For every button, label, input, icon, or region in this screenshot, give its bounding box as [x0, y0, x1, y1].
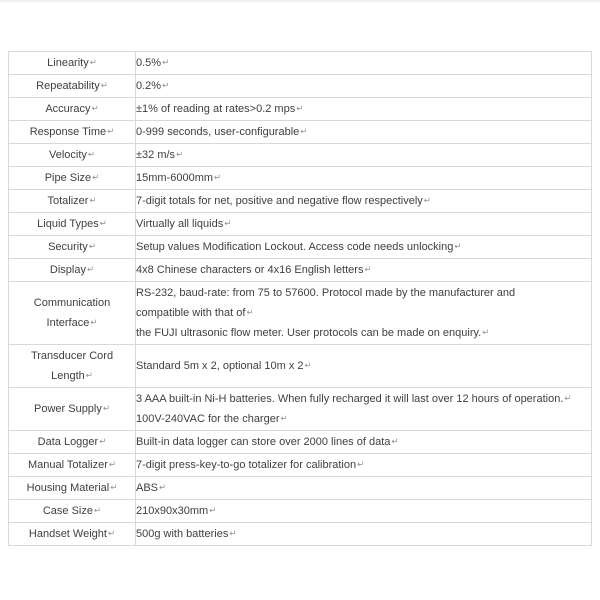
spec-value-cell [136, 477, 592, 500]
spec-label-line [9, 313, 135, 333]
spec-label-text: Transducer Cord [30, 350, 114, 362]
spec-value-cell [136, 98, 592, 121]
table-row [9, 345, 592, 388]
spec-value-line [136, 303, 591, 323]
spec-value-text: the FUJI ultrasonic flow meter. User protocols can be made on enquiry. [136, 327, 482, 339]
spec-value-text: 0-999 seconds, user-configurable [136, 126, 300, 138]
spec-label-text: Security [48, 241, 88, 253]
spec-value-line [136, 99, 591, 119]
spec-label-text: Length [51, 370, 85, 382]
spec-label-line [9, 455, 135, 475]
spec-value-cell [136, 213, 592, 236]
spec-label-line [9, 524, 135, 544]
spec-label-cell [9, 477, 136, 500]
return-mark-icon: ↵ [564, 393, 572, 403]
spec-label-cell [9, 144, 136, 167]
spec-value-cell [136, 500, 592, 523]
table-row [9, 388, 592, 431]
spec-label-cell [9, 121, 136, 144]
spec-value-text: Virtually all liquids [136, 218, 224, 230]
return-mark-icon: ↵ [99, 218, 107, 228]
spec-value-line [136, 432, 591, 452]
spec-label-line [9, 346, 135, 366]
spec-label-cell [9, 345, 136, 388]
spec-value-line [136, 191, 591, 211]
spec-value-text: 4x8 Chinese characters or 4x16 English letters [136, 264, 364, 276]
spec-label-text: Linearity [47, 57, 89, 69]
return-mark-icon: ↵ [176, 149, 184, 159]
spec-value-line [136, 237, 591, 257]
spec-value-text: RS-232, baud-rate: from 75 to 57600. Protocol made by the manufacturer and [136, 287, 516, 299]
spec-label-text: Handset Weight [28, 528, 107, 540]
spec-value-text: ABS [136, 482, 159, 494]
table-row [9, 236, 592, 259]
return-mark-icon: ↵ [100, 80, 108, 90]
return-mark-icon: ↵ [87, 149, 96, 159]
spec-value-line [136, 356, 591, 376]
return-mark-icon: ↵ [280, 413, 288, 423]
page-top-edge [0, 0, 600, 2]
spec-value-line [136, 524, 591, 544]
spec-label-cell [9, 454, 136, 477]
return-mark-icon: ↵ [89, 195, 97, 205]
table-row [9, 121, 592, 144]
return-mark-icon: ↵ [214, 172, 222, 182]
spec-value-cell [136, 523, 592, 546]
spec-value-text: 7-digit totals for net, positive and negative flow respectively [136, 195, 423, 207]
return-mark-icon: ↵ [391, 436, 399, 446]
spec-value-line [136, 478, 591, 498]
return-mark-icon: ↵ [107, 528, 116, 538]
spec-value-text: 15mm-6000mm [136, 172, 214, 184]
spec-value-line [136, 283, 591, 303]
table-row [9, 431, 592, 454]
spec-label-text: Display [49, 264, 86, 276]
table-row [9, 52, 592, 75]
return-mark-icon: ↵ [91, 103, 99, 113]
spec-label-cell [9, 431, 136, 454]
spec-label-line [9, 191, 135, 211]
return-mark-icon: ↵ [162, 57, 170, 67]
spec-label-text: Housing Material [26, 482, 110, 494]
spec-label-line [9, 99, 135, 119]
spec-value-line [136, 389, 591, 409]
spec-value-cell [136, 144, 592, 167]
spec-table [8, 51, 592, 546]
spec-value-text: 100V-240VAC for the charger [136, 413, 280, 425]
return-mark-icon: ↵ [94, 505, 102, 515]
spec-value-line [136, 501, 591, 521]
spec-value-cell [136, 167, 592, 190]
return-mark-icon: ↵ [88, 241, 96, 251]
spec-value-text: ±1% of reading at rates>0.2 mps [136, 103, 296, 115]
spec-value-text: 3 AAA built-in Ni-H batteries. When fully recharged it will last over 12 hours of operation. [136, 393, 564, 405]
spec-value-text: ±32 m/s [136, 149, 176, 161]
return-mark-icon: ↵ [92, 172, 100, 182]
table-row [9, 454, 592, 477]
return-mark-icon: ↵ [162, 80, 170, 90]
return-mark-icon: ↵ [296, 103, 304, 113]
return-mark-icon: ↵ [304, 360, 312, 370]
spec-label-text: Velocity [48, 149, 87, 161]
spec-value-line [136, 214, 591, 234]
spec-value-text: Standard 5m x 2, optional 10m x 2 [136, 360, 304, 372]
return-mark-icon: ↵ [89, 57, 97, 67]
spec-label-cell [9, 190, 136, 213]
return-mark-icon: ↵ [107, 126, 115, 136]
spec-label-text: Case Size [42, 505, 93, 517]
return-mark-icon: ↵ [85, 370, 93, 380]
spec-label-line [9, 145, 135, 165]
return-mark-icon: ↵ [99, 436, 107, 446]
spec-label-cell [9, 259, 136, 282]
table-row [9, 98, 592, 121]
table-row [9, 477, 592, 500]
spec-label-cell [9, 167, 136, 190]
return-mark-icon: ↵ [108, 459, 117, 469]
spec-label-cell [9, 236, 136, 259]
return-mark-icon: ↵ [364, 264, 372, 274]
spec-value-cell [136, 282, 592, 345]
spec-label-text: Power Supply [34, 403, 102, 415]
spec-value-cell [136, 431, 592, 454]
table-row [9, 500, 592, 523]
table-row [9, 75, 592, 98]
spec-label-text: Data Logger [37, 436, 99, 448]
spec-value-line [136, 122, 591, 142]
return-mark-icon: ↵ [224, 218, 232, 228]
spec-label-text: Interface [46, 317, 90, 329]
spec-label-text: Response Time [29, 126, 107, 138]
table-row [9, 144, 592, 167]
return-mark-icon: ↵ [229, 528, 237, 538]
spec-label-text: Totalizer [47, 195, 89, 207]
spec-value-line [136, 323, 591, 343]
spec-label-line [9, 76, 135, 96]
table-row [9, 167, 592, 190]
table-row [9, 259, 592, 282]
table-row [9, 282, 592, 345]
spec-label-cell [9, 500, 136, 523]
spec-value-line [136, 76, 591, 96]
spec-value-cell [136, 259, 592, 282]
return-mark-icon: ↵ [110, 482, 118, 492]
return-mark-icon: ↵ [300, 126, 308, 136]
spec-value-text: Built-in data logger can store over 2000 lines of data [136, 436, 391, 448]
return-mark-icon: ↵ [454, 241, 462, 251]
spec-label-line [9, 122, 135, 142]
spec-label-text: Accuracy [45, 103, 91, 115]
spec-label-text: Repeatability [36, 80, 100, 92]
spec-label-line [9, 168, 135, 188]
spec-label-cell [9, 98, 136, 121]
table-row [9, 190, 592, 213]
spec-value-text: 0.2% [136, 80, 162, 92]
return-mark-icon: ↵ [423, 195, 431, 205]
spec-label-line [9, 53, 135, 73]
spec-value-text: 7-digit press-key-to-go totalizer for calibration [136, 459, 357, 471]
spec-value-cell [136, 75, 592, 98]
spec-label-line [9, 432, 135, 452]
spec-value-line [136, 409, 591, 429]
table-row [9, 213, 592, 236]
spec-label-text: Manual Totalizer [27, 459, 108, 471]
return-mark-icon: ↵ [90, 317, 98, 327]
return-mark-icon: ↵ [159, 482, 167, 492]
spec-value-text: compatible with that of [136, 307, 246, 319]
spec-label-cell [9, 213, 136, 236]
table-row [9, 523, 592, 546]
spec-value-line [136, 168, 591, 188]
spec-label-cell [9, 75, 136, 98]
spec-label-cell [9, 282, 136, 345]
spec-value-line [136, 53, 591, 73]
spec-value-cell [136, 454, 592, 477]
spec-label-line [9, 293, 135, 313]
spec-value-cell [136, 236, 592, 259]
return-mark-icon: ↵ [482, 327, 490, 337]
spec-value-text: 500g with batteries [136, 528, 229, 540]
spec-label-text: Liquid Types [37, 218, 99, 230]
spec-label-line [9, 501, 135, 521]
spec-label-line [9, 260, 135, 280]
spec-value-cell [136, 190, 592, 213]
spec-label-cell [9, 388, 136, 431]
spec-value-cell [136, 52, 592, 75]
spec-value-cell [136, 388, 592, 431]
spec-value-cell [136, 121, 592, 144]
return-mark-icon: ↵ [246, 307, 254, 317]
spec-value-line [136, 455, 591, 475]
spec-label-cell [9, 523, 136, 546]
return-mark-icon: ↵ [209, 505, 217, 515]
spec-table-body [9, 52, 592, 546]
return-mark-icon: ↵ [357, 459, 365, 469]
spec-value-text: Setup values Modification Lockout. Access code needs unlocking [136, 241, 454, 253]
return-mark-icon: ↵ [102, 403, 110, 413]
spec-value-text: 0.5% [136, 57, 162, 69]
spec-value-cell [136, 345, 592, 388]
spec-label-line [9, 237, 135, 257]
spec-value-line [136, 145, 591, 165]
spec-label-line [9, 478, 135, 498]
spec-value-text: 210x90x30mm [136, 505, 209, 517]
spec-value-line [136, 260, 591, 280]
spec-label-line [9, 366, 135, 386]
spec-label-line [9, 399, 135, 419]
spec-label-text: Pipe Size [44, 172, 92, 184]
return-mark-icon: ↵ [86, 264, 95, 274]
spec-label-line [9, 214, 135, 234]
spec-label-cell [9, 52, 136, 75]
spec-label-text: Communication [33, 297, 111, 309]
